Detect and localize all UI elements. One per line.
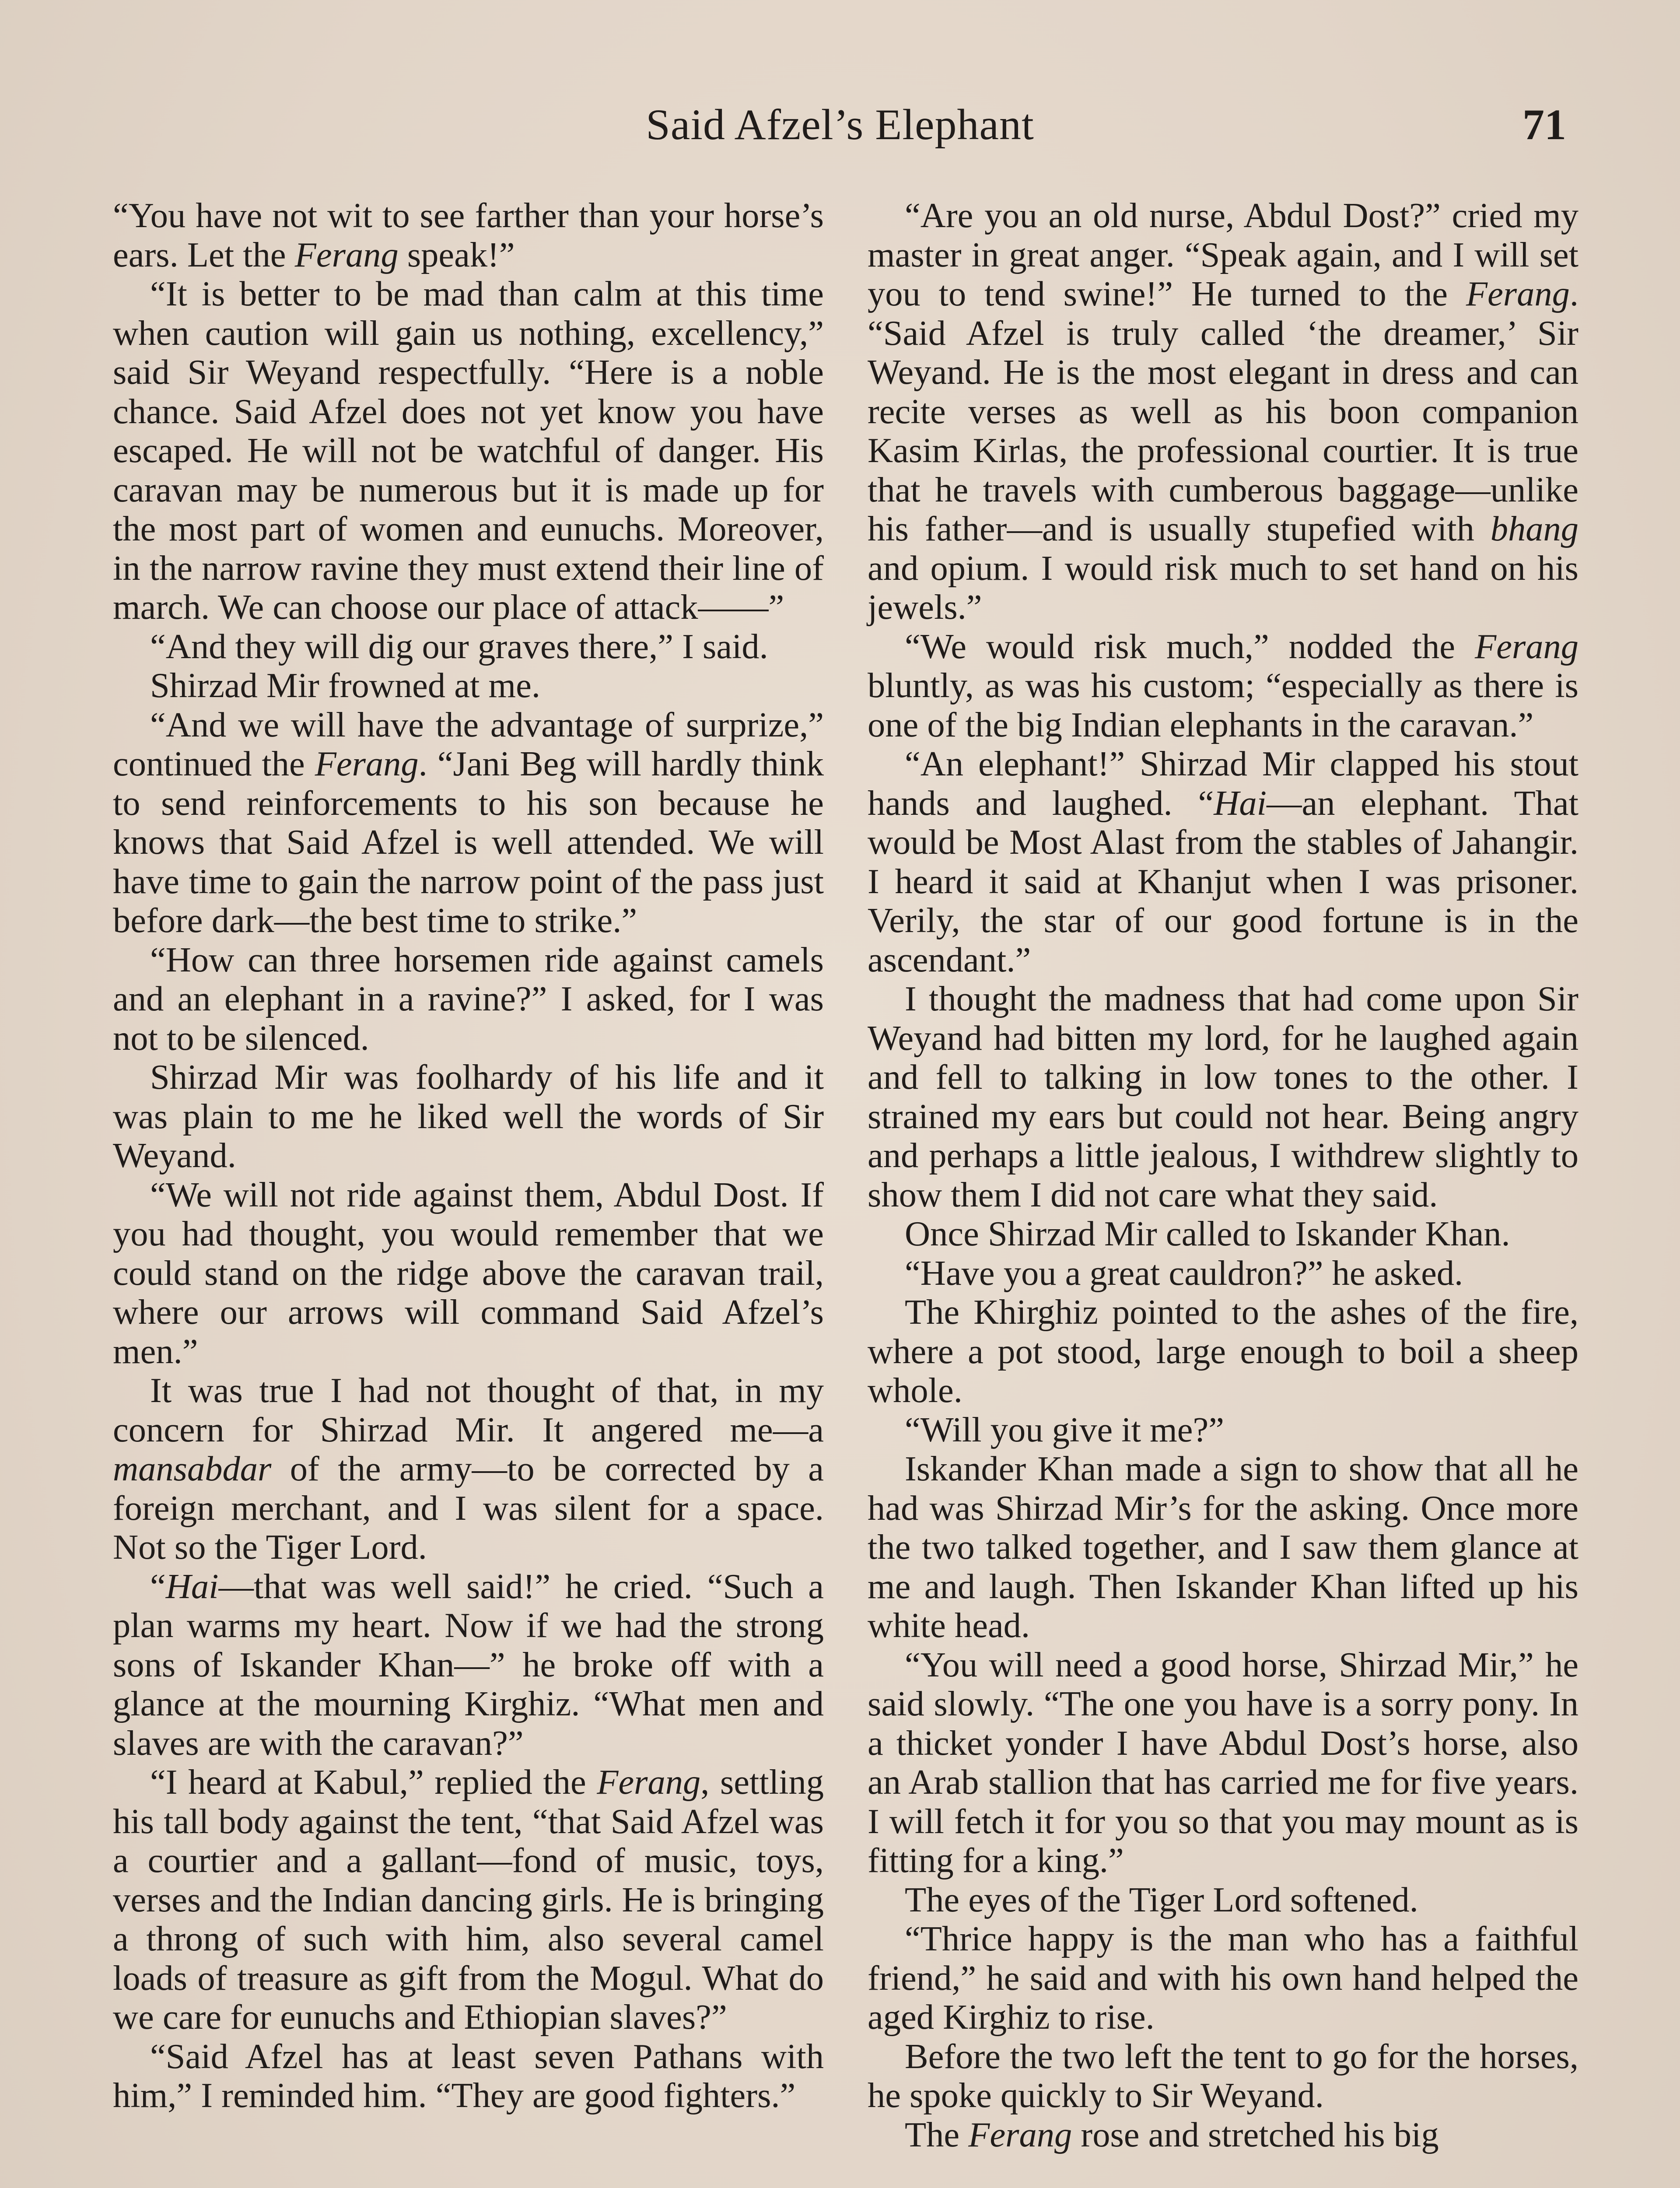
text-run: “ <box>150 1567 166 1606</box>
paragraph <box>868 1410 1578 1450</box>
paragraph <box>868 2037 1578 2115</box>
text-run: —that was well said!” he cried. “Such a plan warms my heart. Now if we had the strong sons of Iskander Khan—” he broke off with a glance at the mourning Kirghiz. “What men and slaves are with the caravan?” <box>113 1567 824 1763</box>
paragraph <box>113 1371 824 1567</box>
text-run: bluntly, as was his custom; “especially as there is one of the big Indian elephants in the caravan.” <box>868 666 1578 744</box>
text-run: . “Said Afzel is truly called ‘the dreamer,’ Sir Weyand. He is the most elegant in dress and can recite verses as well as his boon companion Kasim Kirlas, the professional courtier. It is true that he travels with cumberous baggage—unlike his father—and is usually stupefied with <box>868 274 1578 548</box>
text-run: , settling his tall body against the tent, “that Said Afzel was a courtier and a gallant—fond of music, toys, verses and the Indian dancing girls. He is bringing a throng of such with him, also several camel loads of treasure as gift from the Mogul. What do we care for eunuchs and Ethiopian slaves?” <box>113 1763 824 2037</box>
paragraph <box>868 1880 1578 1920</box>
text-run: rose and stretched his big <box>1072 2115 1439 2154</box>
text-run: —an elephant. That would be Most Alast from the stables of Jahangir. I heard it said at Khanjut when I was prisoner. Verily, the star of our good fortune is in the ascendant.” <box>868 783 1578 979</box>
text-run: . “Jani Beg will hardly think to send reinforcements to his son because he knows that Said Afzel is well attended. We will have time to gain the narrow point of the pass just before dark—the best time to strike.” <box>113 744 824 940</box>
text-run: “We would risk much,” nodded the <box>905 627 1475 666</box>
text-run: “I heard at Kabul,” replied the <box>150 1763 597 1802</box>
text-run: “Will you give it me?” <box>905 1410 1224 1449</box>
italic-term: Ferang <box>597 1763 701 1802</box>
italic-term: Ferang <box>1475 627 1578 666</box>
paragraph <box>868 1449 1578 1645</box>
text-run: The Khirghiz pointed to the ashes of the fire, where a pot stood, large enough to boil a sheep whole. <box>868 1293 1578 1410</box>
text-run: “It is better to be mad than calm at this time when caution will gain us nothing, excellency,” said Sir Weyand respectfully. “Here is a noble chance. Said Afzel does not yet know you have escaped. He will not be watchful of danger. His caravan may be numerous but it is made up for the most part of women and eunuchs. Moreover, in the narrow ravine they must extend their line of march. We can choose our place of attack——” <box>113 274 824 627</box>
left-text-column <box>113 196 824 2115</box>
paragraph <box>113 666 824 705</box>
text-run: It was true I had not thought of that, in my concern for Shirzad Mir. It angered me—a <box>113 1371 824 1449</box>
running-head <box>114 94 1566 155</box>
text-run: “Said Afzel has at least seven Pathans with him,” I reminded him. “They are good fighters.” <box>113 2037 824 2115</box>
paragraph <box>868 1293 1578 1410</box>
text-run: and opium. I would risk much to set hand on his jewels.” <box>868 548 1578 627</box>
italic-term: Ferang <box>1466 274 1570 313</box>
text-run: “Are you an old nurse, Abdul Dost?” cried my master in great anger. “Speak again, and I will set you to tend swine!” He turned to the <box>868 196 1578 313</box>
text-run: “And they will dig our graves there,” I said. <box>150 627 768 666</box>
italic-term: Hai <box>1214 783 1267 823</box>
paragraph <box>868 744 1578 979</box>
text-run: I thought the madness that had come upon Sir Weyand had bitten my lord, for he laughed again and fell to talking in low tones to the other. I strained my ears but could not hear. Being angry and perhaps a little jealous, I withdrew slightly to show them I did not care what they said. <box>868 979 1578 1214</box>
paragraph <box>113 1058 824 1175</box>
italic-term: Ferang <box>315 744 419 783</box>
text-run: Shirzad Mir frowned at me. <box>150 666 540 705</box>
paragraph <box>113 196 824 274</box>
paragraph <box>868 1645 1578 1880</box>
paragraph <box>868 1919 1578 2037</box>
text-run: Shirzad Mir was foolhardy of his life and it was plain to me he liked well the words of Sir Weyand. <box>113 1058 824 1175</box>
paragraph <box>868 627 1578 745</box>
text-run: “Have you a great cauldron?” he asked. <box>905 1253 1463 1293</box>
text-run: “You will need a good horse, Shirzad Mir,” he said slowly. “The one you have is a sorry pony. In a thicket yonder I have Abdul Dost’s horse, also an Arab stallion that has carried me for five years. I will fetch it for you so that you may mount as is fitting for a king.” <box>868 1645 1578 1880</box>
paragraph <box>868 979 1578 1214</box>
text-run: speak!” <box>398 235 515 274</box>
paragraph <box>113 2037 824 2115</box>
text-run: “You have not wit to see farther than your horse’s ears. Let the <box>113 196 824 274</box>
text-run: “We will not ride against them, Abdul Dost. If you had thought, you would remember that we could stand on the ridge above the caravan trail, where our arrows will command Said Afzel’s men.” <box>113 1175 824 1371</box>
page-number: 71 <box>1522 100 1566 149</box>
paragraph <box>113 627 824 666</box>
text-run: “How can three horsemen ride against camels and an elephant in a ravine?” I asked, for I was not to be silenced. <box>113 940 824 1058</box>
text-run: Iskander Khan made a sign to show that all he had was Shirzad Mir’s for the asking. Once more the two talked together, and I saw them glance at me and laugh. Then Iskander Khan lifted up his white head. <box>868 1449 1578 1645</box>
paragraph <box>113 1175 824 1371</box>
text-run: Once Shirzad Mir called to Iskander Khan. <box>905 1214 1510 1253</box>
right-text-column <box>868 196 1578 2154</box>
text-run: The <box>905 2115 969 2154</box>
paragraph <box>113 705 824 940</box>
italic-term: mansabdar <box>113 1449 272 1488</box>
chapter-title: Said Afzel’s Elephant <box>646 100 1034 149</box>
text-run: “An elephant!” Shirzad Mir clapped his stout hands and laughed. “ <box>868 744 1578 823</box>
paragraph <box>868 2115 1578 2155</box>
paragraph <box>113 1763 824 2037</box>
italic-term: Ferang <box>294 235 399 274</box>
italic-term: Ferang <box>968 2115 1072 2154</box>
text-run: The eyes of the Tiger Lord softened. <box>905 1880 1418 1919</box>
paragraph <box>868 1254 1578 1293</box>
italic-term: bhang <box>1490 509 1578 548</box>
paragraph <box>113 1567 824 1763</box>
italic-term: Hai <box>165 1567 219 1606</box>
paragraph <box>868 1214 1578 1254</box>
text-run: of the army—to be corrected by a foreign merchant, and I was silent for a space. Not so the Tiger Lord. <box>113 1449 824 1567</box>
text-run: Before the two left the tent to go for the horses, he spoke quickly to Sir Weyand. <box>868 2037 1578 2115</box>
text-run: “Thrice happy is the man who has a faithful friend,” he said and with his own hand helped the aged Kirghiz to rise. <box>868 1919 1578 2037</box>
paragraph <box>868 196 1578 627</box>
paragraph <box>113 274 824 627</box>
paragraph <box>113 940 824 1058</box>
text-run: “And we will have the advantage of surprize,” continued the <box>113 705 824 783</box>
